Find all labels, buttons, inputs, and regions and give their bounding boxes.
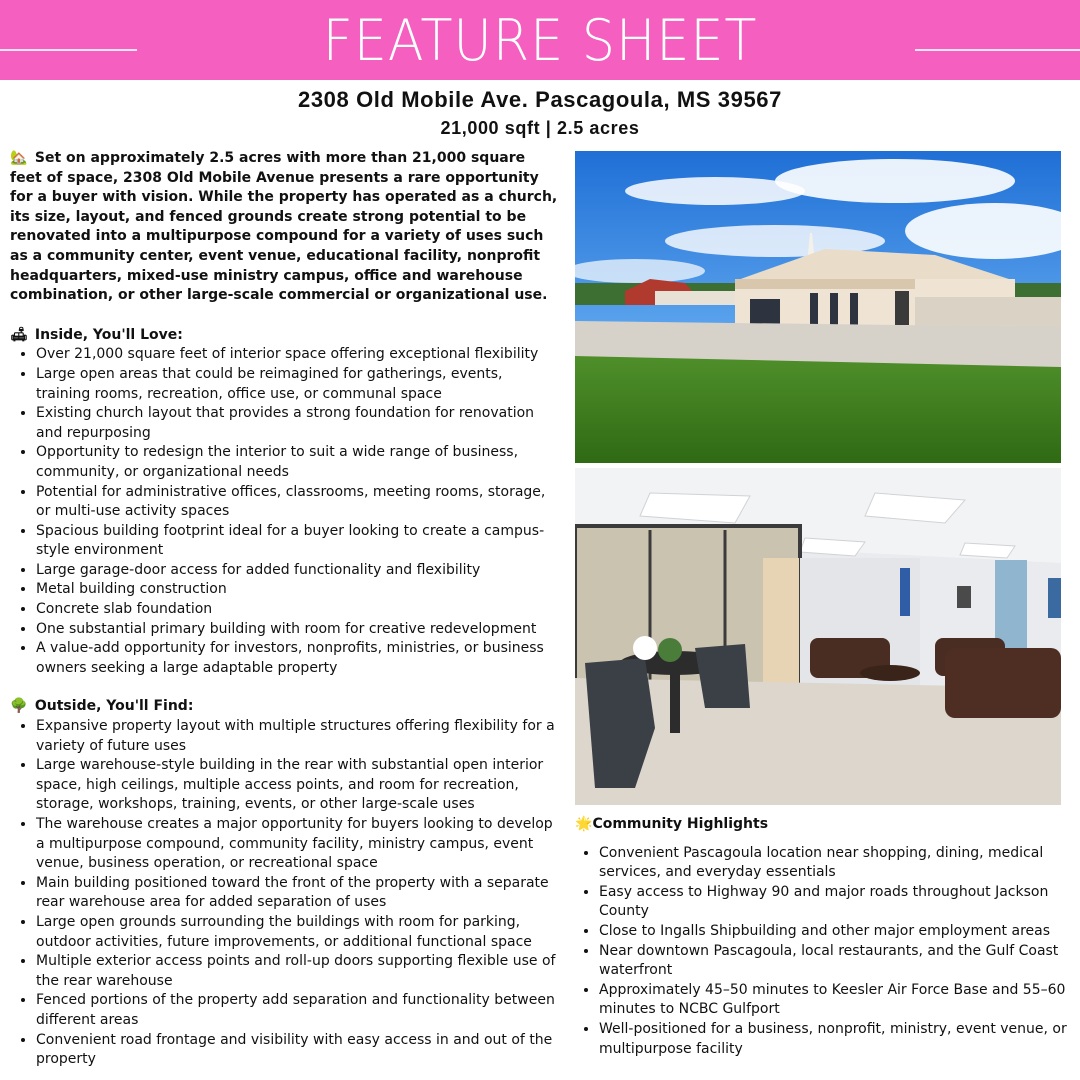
banner-rule-right: [915, 49, 1080, 51]
property-size: 21,000 sqft | 2.5 acres: [440, 118, 640, 138]
inside-heading-label: Inside, You'll Love:: [34, 326, 183, 343]
outside-heading-label: Outside, You'll Find:: [34, 698, 194, 715]
list-item: • Concrete slab foundation: [36, 600, 560, 620]
tree-icon: 🌳: [10, 698, 28, 715]
outside-features-list: [10, 717, 560, 1070]
header-banner: [0, 0, 1080, 80]
list-item: • Spacious building footprint ideal for a buyer looking to create a campus-style environment: [36, 522, 560, 561]
list-item: • A value-add opportunity for investors, nonprofits, ministries, or business owners seeking a large adaptable property: [36, 639, 560, 678]
inside-heading: [10, 326, 560, 346]
list-item: • Large garage-door access for added functionality and flexibility: [36, 561, 560, 581]
list-item: • Close to Ingalls Shipbuilding and other major employment areas: [599, 922, 1070, 942]
exterior-photo: [575, 151, 1061, 463]
list-item: • The warehouse creates a major opportunity for buyers looking to develop a multipurpose compound, community facility, ministry campus, event venue, business operation, or recreational space: [36, 815, 560, 874]
house-icon: 🏡: [10, 150, 28, 166]
description-column: [10, 149, 560, 1070]
list-item: • Easy access to Highway 90 and major roads throughout Jackson County: [599, 883, 1070, 922]
inside-features-list: [10, 345, 560, 678]
community-highlights: [575, 815, 1070, 1059]
list-item: • Fenced portions of the property add separation and functionality between different areas: [36, 991, 560, 1030]
outside-heading: [10, 697, 560, 717]
intro-text: Set on approximately 2.5 acres with more than 21,000 square feet of space, 2308 Old Mobile Avenue presents a rare opportunity for a buyer with vision. While the property has operated as a church, its size, layout, and fenced grounds create strong potential to be renovated into a multipurpose compound for a variety of uses such as a community center, event venue, educational facility, nonprofit headquarters, mixed-use ministry campus, office and warehouse combination, or other large-scale commercial or organizational use.: [10, 150, 558, 304]
property-address: 2308 Old Mobile Ave. Pascagoula, MS 39567: [298, 87, 782, 112]
list-item: • Existing church layout that provides a strong foundation for renovation and repurposing: [36, 404, 560, 443]
list-item: • Convenient Pascagoula location near shopping, dining, medical services, and everyday essentials: [599, 844, 1070, 883]
community-highlights-list: [575, 844, 1070, 1060]
list-item: • Main building positioned toward the front of the property with a separate rear warehouse area for added separation of uses: [36, 874, 560, 913]
list-item: • Opportunity to redesign the interior to suit a wide range of business, community, or organizational needs: [36, 443, 560, 482]
list-item: • Expansive property layout with multiple structures offering flexibility for a variety of future uses: [36, 717, 560, 756]
list-item: • Metal building construction: [36, 580, 560, 600]
list-item: • Near downtown Pascagoula, local restaurants, and the Gulf Coast waterfront: [599, 942, 1070, 981]
list-item: • Well-positioned for a business, nonprofit, ministry, event venue, or multipurpose facility: [599, 1020, 1070, 1059]
community-heading: [575, 815, 1070, 835]
list-item: • One substantial primary building with room for creative redevelopment: [36, 620, 560, 640]
page-title: FEATURE SHEET: [322, 8, 758, 74]
couch-icon: 🛋: [10, 326, 28, 343]
list-item: • Large open grounds surrounding the buildings with room for parking, outdoor activities, future improvements, or additional functional space: [36, 913, 560, 952]
list-item: • Convenient road frontage and visibility with easy access in and out of the property: [36, 1031, 560, 1070]
list-item: • Potential for administrative offices, classrooms, meeting rooms, storage, or multi-use activity spaces: [36, 483, 560, 522]
list-item: • Large warehouse-style building in the rear with substantial open interior space, high ceilings, multiple access points, and room for recreation, storage, workshops, training, events, or other large-scale uses: [36, 756, 560, 815]
community-heading-label: Community Highlights: [592, 816, 769, 832]
sparkle-star-icon: 🌟: [575, 816, 593, 832]
intro-paragraph: [10, 149, 560, 306]
list-item: • Over 21,000 square feet of interior space offering exceptional flexibility: [36, 345, 560, 365]
list-item: • Approximately 45–50 minutes to Keesler Air Force Base and 55–60 minutes to NCBC Gulfport: [599, 981, 1070, 1020]
list-item: • Large open areas that could be reimagined for gatherings, events, training rooms, recreation, office use, or communal space: [36, 365, 560, 404]
interior-photo: [575, 468, 1061, 805]
list-item: • Multiple exterior access points and roll-up doors supporting flexible use of the rear warehouse: [36, 952, 560, 991]
